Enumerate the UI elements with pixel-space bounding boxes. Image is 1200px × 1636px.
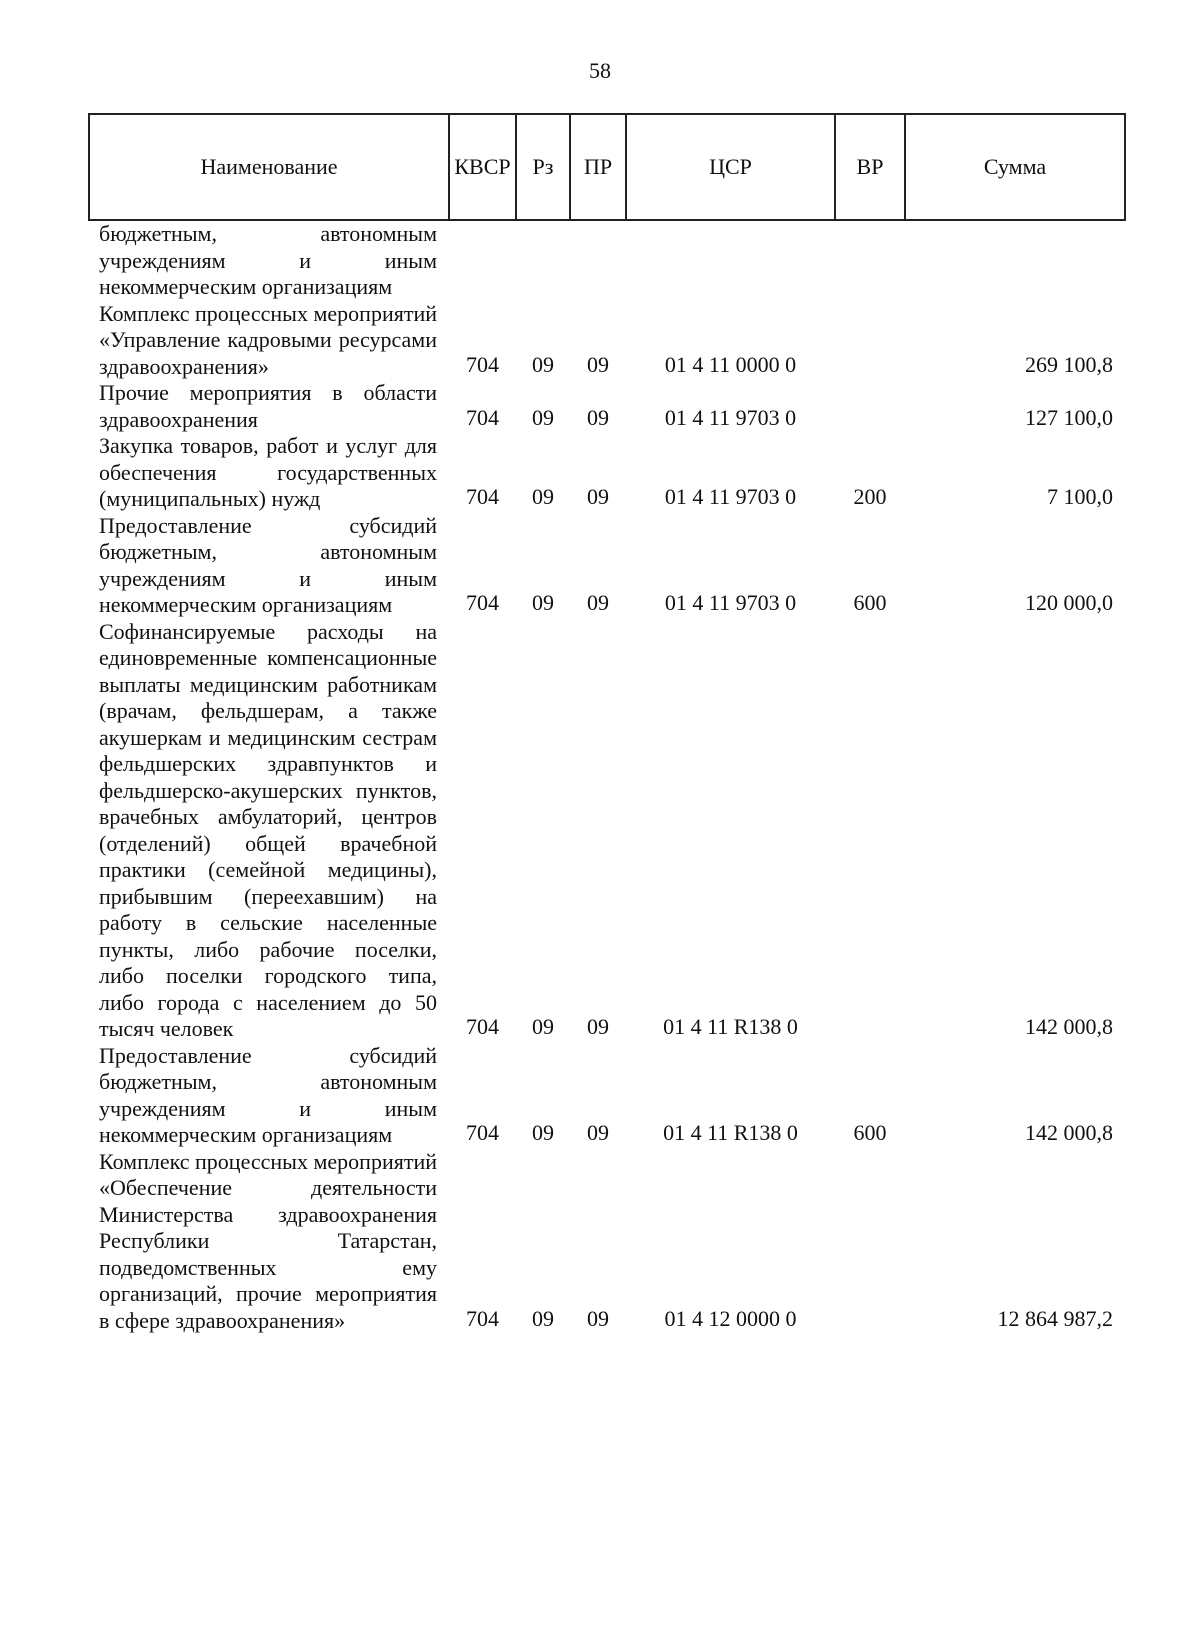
row-vr: [835, 301, 905, 381]
row-rz: 09: [532, 590, 554, 615]
table-header-row: [89, 114, 1125, 220]
page-number: 58: [589, 58, 611, 83]
row-name: Прочие мероприятия в области здравоохранения: [99, 380, 437, 432]
row-sum: 142 000,8: [1025, 1014, 1113, 1039]
row-vr: [835, 1149, 905, 1335]
row-kvsr: [449, 220, 516, 301]
row-vr: 600: [853, 590, 887, 615]
row-name: Предоставление субсидий бюджетным, автономным учреждениям и иным некоммерческим организациям: [99, 512, 437, 617]
row-kvsr: 704: [466, 351, 499, 377]
row-pr: 09: [587, 1305, 609, 1331]
row-pr: 09: [587, 484, 609, 509]
table-row: [89, 301, 1125, 381]
row-rz: 09: [532, 1305, 554, 1331]
row-sum: 127 100,0: [1025, 404, 1113, 430]
row-sum: 269 100,8: [1025, 351, 1113, 377]
row-csr: 01 4 11 9703 0: [664, 484, 797, 509]
row-name: Комплекс процессных мероприятий «Обеспечение деятельности Министерства здравоохранения Республики Татарстан, подведомственных ему организаций, прочие мероприятия в сфере здравоохранения»: [99, 1148, 437, 1333]
row-name: Софинансируемые расходы на единовременные компенсационные выплаты медицинским работникам (врачам, фельдшерам, а также акушеркам и медицинским сестрам фельдшерских здравпунктов и фельдшерско-акушерских пунктов, врачебных амбулаторий, центров (отделений) общей врачебной практики (семейной медицины), прибывшим (переехавшим) на работу в сельские населенные пункты, либо рабочие поселки, либо поселки городского типа, либо города с населением до 50 тысяч человек: [99, 618, 437, 1041]
header-csr: ЦСР: [626, 114, 835, 220]
row-vr: 600: [853, 1120, 887, 1145]
table-body: [89, 220, 1125, 1334]
row-rz: 09: [532, 1014, 554, 1039]
row-pr: 09: [587, 1014, 609, 1039]
row-csr: 01 4 11 0000 0: [664, 351, 797, 377]
row-sum: [905, 220, 1125, 301]
table-row: [89, 513, 1125, 619]
row-csr: [626, 220, 835, 301]
row-name: бюджетным, автономным учреждениям и иным некоммерческим организациям: [99, 221, 437, 299]
row-sum: 12 864 987,2: [997, 1305, 1113, 1331]
row-rz: 09: [532, 1120, 554, 1145]
row-vr: [835, 380, 905, 433]
header-pr: ПР: [570, 114, 626, 220]
table-row: [89, 1149, 1125, 1335]
row-kvsr: 704: [466, 590, 499, 615]
row-pr: 09: [587, 404, 609, 430]
row-rz: 09: [532, 404, 554, 430]
table-row: [89, 220, 1125, 301]
row-rz: [516, 220, 570, 301]
row-pr: 09: [587, 351, 609, 377]
row-csr: 01 4 11 R138 0: [663, 1014, 798, 1039]
table-row: [89, 433, 1125, 513]
header-kvsr: КВСР: [449, 114, 516, 220]
row-sum: 120 000,0: [1025, 590, 1113, 615]
row-kvsr: 704: [466, 404, 499, 430]
header-rz: Рз: [516, 114, 570, 220]
row-kvsr: 704: [466, 1014, 499, 1039]
row-sum: 7 100,0: [1047, 484, 1113, 509]
row-name: Комплекс процессных мероприятий «Управление кадровыми ресурсами здравоохранения»: [99, 300, 437, 379]
table-row: [89, 1043, 1125, 1149]
row-rz: 09: [532, 484, 554, 509]
budget-table: [88, 113, 1126, 1334]
table-row: [89, 380, 1125, 433]
row-pr: 09: [587, 590, 609, 615]
row-csr: 01 4 11 9703 0: [664, 404, 797, 430]
row-csr: 01 4 11 9703 0: [664, 590, 797, 615]
row-name: Закупка товаров, работ и услуг для обеспечения государственных (муниципальных) нужд: [99, 433, 437, 511]
row-kvsr: 704: [466, 484, 499, 509]
row-pr: 09: [587, 1120, 609, 1145]
row-pr: [570, 220, 626, 301]
row-kvsr: 704: [466, 1120, 499, 1145]
row-csr: 01 4 11 R138 0: [663, 1120, 798, 1145]
row-sum: 142 000,8: [1025, 1120, 1113, 1145]
row-vr: [835, 619, 905, 1043]
row-vr: [835, 220, 905, 301]
row-name: Предоставление субсидий бюджетным, автономным учреждениям и иным некоммерческим организациям: [99, 1042, 437, 1147]
row-kvsr: 704: [466, 1305, 499, 1331]
header-sum: Сумма: [905, 114, 1125, 220]
header-name: Наименование: [89, 114, 449, 220]
row-rz: 09: [532, 351, 554, 377]
table-row: [89, 619, 1125, 1043]
row-vr: 200: [853, 484, 887, 509]
row-csr: 01 4 12 0000 0: [664, 1305, 797, 1331]
header-vr: ВР: [835, 114, 905, 220]
